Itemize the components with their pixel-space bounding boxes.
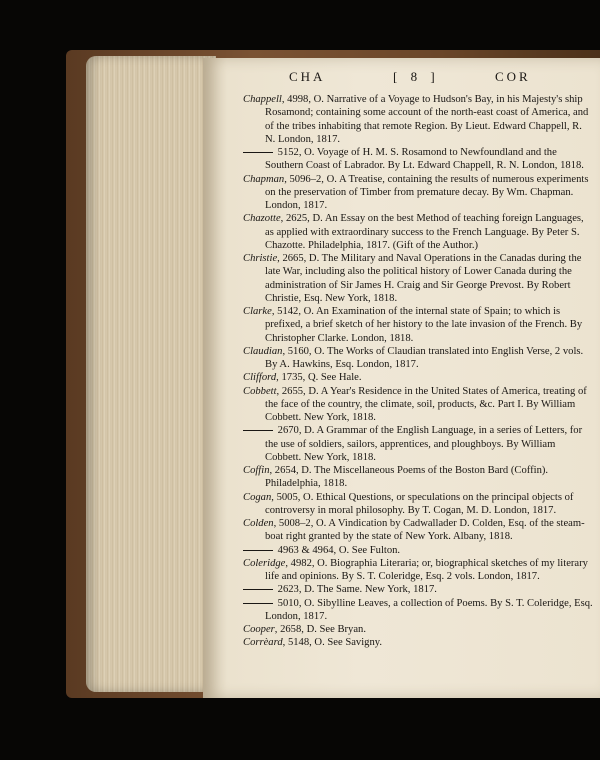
entry-text: , 2658, D. See Bryan. [274,624,366,635]
catalogue-entry [243,385,594,425]
catalogue-entry [243,623,594,636]
catalogue-entry [243,583,594,596]
running-head [203,69,600,85]
entry-name: Chappell [243,94,282,105]
entry-text: , 2654, D. The Miscellaneous Poems of the Boston Bard (Coffin). Philadelphia, 1818. [265,465,549,490]
entry-text: , 1735, Q. See Hale. [276,372,362,384]
entry-text: 2623, D. The Same. New York, 1817. [275,584,437,596]
entry-name: Chazotte [243,213,281,225]
running-head-right: COR [495,69,531,84]
catalogue-entry [243,212,594,252]
catalogue-entry [243,544,594,557]
entry-text: , 4982, O. Biographia Literaria; or, biographical sketches of my literary life and opinions. By S. T. Coleridge, Esq. 2 vols. London, 1817. [265,557,588,582]
catalogue-entry [243,517,594,544]
ditto-dash [243,424,275,437]
entry-name: Coleridge [243,557,286,569]
entry-text: 2670, D. A Grammar of the English Language, in a series of Letters, for the use of soldiers, sailors, apprentices, and ploughboys. By William Cobbett. New York, 1818. [265,425,583,463]
entry-text: , 5142, O. An Examination of the internal state of Spain; to which is prefixed, a brief sketch of her history to the late invasion of the French. By Christopher Clarke. London, 1818. [265,306,583,344]
ditto-dash [243,544,275,557]
ditto-dash [243,597,275,610]
catalogue-entry [243,464,594,491]
catalogue-entry [243,305,594,345]
entry-text: , 5008–2, O. A Vindication by Cadwallader D. Colden, Esq. of the steam-boat right granted by the state of New York. Albany, 1818. [265,518,585,543]
book-page [203,58,600,698]
entry-name: Corrèard [243,637,283,649]
running-head-left: CHA [289,69,326,84]
entry-text: , 5005, O. Ethical Questions, or speculations on the principal objects of controversy in moral philosophy. By T. Cogan, M. D. London, 1817. [265,491,574,516]
catalogue-entry [243,424,594,464]
catalogue-entry [243,491,594,518]
catalogue-entry [243,597,594,624]
entry-name: Cogan [243,491,272,503]
entry-text: , 4998, O. Narrative of a Voyage to Hudson's Bay, in his Majesty's ship Rosamond; containing some account of the north-east coast of America, and of the tribes inhabiting that remote Region. By Lieut. Edward Chappell, R. N. London, 1817. [265,94,589,145]
entry-text: 4963 & 4964, O. See Fulton. [275,544,401,556]
catalogue-entry [243,345,594,372]
entry-text: , 2655, D. A Year's Residence in the United States of America, treating of the face of the country, the climate, soil, products, &c. Part I. By William Cobbett. New York, 1818. [265,385,587,423]
entry-name: Cooper [243,624,275,635]
entry-text: 5010, O. Sibylline Leaves, a collection of Poems. By S. T. Coleridge, Esq. London, 1817. [265,597,593,622]
entry-text: , 2625, D. An Essay on the best Method of teaching foreign Languages, as applied with extraordinary success to the French Language. By Peter S. Chazotte. Philadelphia, 1817. (Gift of the Author.) [265,213,584,251]
catalogue-entry [243,371,594,384]
entry-name: Coffin [243,465,270,476]
entry-text: , 2665, D. The Military and Naval Operations in the Canadas during the late War, including also the political history of Lower Canada during the administration of Sir James H. Craig and Sir George Prevost. By Robert Christie, Esq. New York, 1818. [265,253,582,304]
catalogue-entry [243,557,594,584]
entry-name: Colden [243,518,274,529]
catalogue-entry [243,173,594,213]
entry-text: , 5148, O. See Savigny. [282,637,382,649]
catalogue-entry [243,93,594,146]
ditto-dash [243,146,275,159]
entry-name: Claudian [243,345,283,357]
entry-name: Christie [243,253,278,264]
catalogue-entry [243,146,594,173]
entry-text: , 5160, O. The Works of Claudian translated into English Verse, 2 vols. By A. Hawkins, Esq. London, 1817. [265,345,584,370]
catalogue-entry [243,636,594,649]
entry-text: , 5096–2, O. A Treatise, containing the results of numerous experiments on the preservation of Timber from premature decay. By Wm. Chapman. London, 1817. [265,173,589,211]
page-edges [86,56,216,692]
ditto-dash [243,583,275,596]
entry-text: 5152, O. Voyage of H. M. S. Rosamond to Newfoundland and the Southern Coast of Labrador. By Lt. Edward Chappell, R. N. London, 1818. [265,147,584,172]
entry-name: Chapman [243,173,285,185]
catalogue-entries [243,93,594,650]
entry-name: Clifford [243,372,277,384]
catalogue-entry [243,252,594,305]
page-number: [ 8 ] [393,69,440,84]
entry-name: Clarke [243,306,272,317]
entry-name: Cobbett [243,385,277,397]
